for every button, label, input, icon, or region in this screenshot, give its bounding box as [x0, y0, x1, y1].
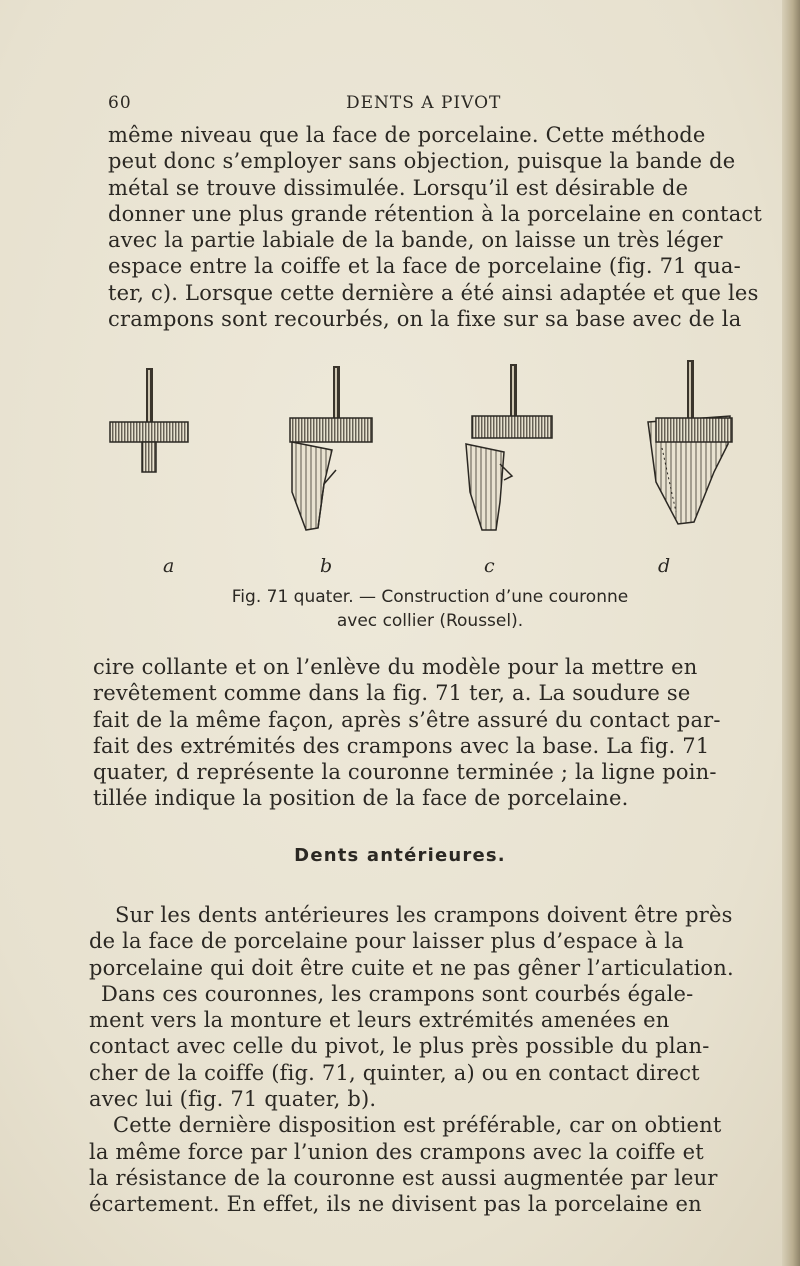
text-line: revêtement comme dans la fig. 71 ter, a. La soudure se — [93, 681, 691, 706]
text-line: quater, d représente la couronne terminée ; la ligne poin- — [93, 760, 717, 785]
paragraph-1 — [108, 122, 763, 332]
text-line: peut donc s’employer sans objection, puisque la bande de — [108, 149, 736, 174]
figure-label-c: c — [484, 555, 495, 577]
text-line: métal se trouve dissimulée. Lorsqu’il est désirable de — [108, 175, 689, 200]
text-line: donner une plus grande rétention à la porcelaine en contact — [108, 201, 763, 226]
crown-b-drawing — [290, 366, 372, 530]
text-line: la même force par l’union des crampons avec la coiffe et — [89, 1139, 704, 1164]
figure-label-b: b — [320, 555, 333, 577]
paragraph-2 — [93, 654, 735, 812]
text-line: porcelaine qui doit être cuite et ne pas gêner l’articulation. — [89, 955, 734, 980]
text-line: tillée indique la position de la face de porcelaine. — [93, 786, 629, 811]
text-line: fait de la même façon, après s’être assuré du contact par- — [93, 707, 721, 732]
caption-line-2: avec collier (Roussel). — [336, 611, 524, 631]
text-line: cire collante et on l’enlève du modèle pour la mettre en — [93, 655, 698, 679]
crown-d-drawing — [648, 360, 732, 524]
figure-label-a: a — [163, 555, 175, 577]
figure-label-d: d — [658, 555, 671, 577]
text-line: ter, c). Lorsque cette dernière a été ainsi adaptée et que les — [108, 280, 759, 305]
text-line: la résistance de la couronne est aussi augmentée par leur — [89, 1165, 718, 1190]
section-heading: Dents antérieures. — [294, 845, 506, 866]
page-header — [108, 93, 736, 117]
text-line: Sur les dents antérieures les crampons doivent être près — [115, 903, 733, 927]
text-line: écartement. En effet, ils ne divisent pas la porcelaine en — [89, 1192, 702, 1217]
text-line: espace entre la coiffe et la face de porcelaine (fig. 71 qua- — [108, 254, 741, 279]
paragraph-3 — [89, 902, 734, 1218]
text-line: crampons sont recourbés, on la fixe sur sa base avec de la — [108, 307, 742, 332]
text-line: cher de la coiffe (fig. 71, quinter, a) ou en contact direct — [89, 1060, 700, 1085]
page-number: 60 — [108, 93, 132, 113]
page-edge — [782, 0, 800, 1266]
crown-illustration — [100, 352, 740, 542]
text-line: avec la partie labiale de la bande, on laisse un très léger — [108, 228, 723, 253]
running-title: DENTS A PIVOT — [346, 93, 502, 113]
crown-c-drawing — [466, 364, 552, 530]
text-line: Cette dernière disposition est préférable, car on obtient — [113, 1113, 722, 1138]
text-line: avec lui (fig. 71 quater, b). — [89, 1087, 377, 1112]
text-line: ment vers la monture et leurs extrémités amenées en — [89, 1008, 670, 1033]
text-line: contact avec celle du pivot, le plus près possible du plan- — [89, 1034, 710, 1059]
caption-line-1: Fig. 71 quater. — Construction d’une couronne — [231, 587, 629, 607]
crown-a-drawing — [110, 368, 188, 472]
text-line: même niveau que la face de porcelaine. Cette méthode — [108, 123, 706, 147]
figure-caption — [120, 585, 740, 633]
text-line: Dans ces couronnes, les crampons sont courbés égale- — [101, 981, 694, 1006]
text-line: fait des extrémités des crampons avec la base. La fig. 71 — [93, 733, 710, 758]
text-line: de la face de porcelaine pour laisser plus d’espace à la — [89, 929, 684, 954]
